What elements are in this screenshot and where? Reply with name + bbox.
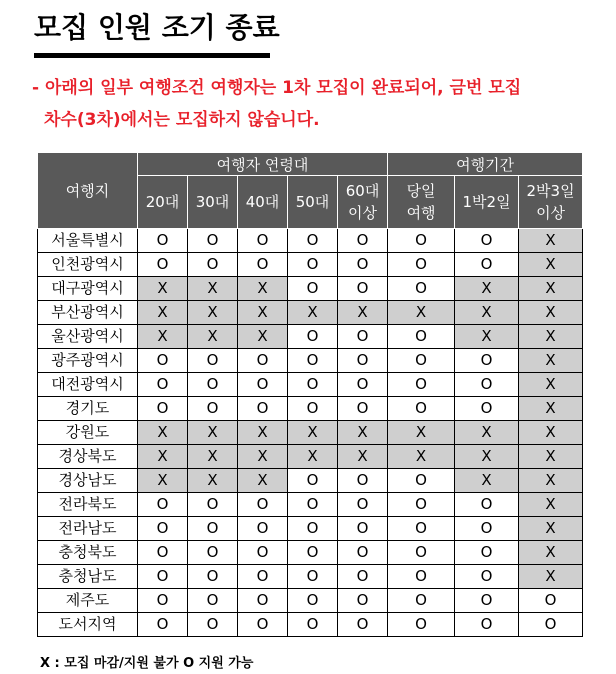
closed-cell: X — [519, 469, 583, 493]
region-cell: 부산광역시 — [38, 301, 138, 325]
closed-cell: X — [338, 421, 388, 445]
open-cell: O — [338, 541, 388, 565]
table-row — [38, 349, 583, 373]
open-cell: O — [238, 373, 288, 397]
closed-cell: X — [519, 325, 583, 349]
open-cell: O — [188, 349, 238, 373]
open-cell: O — [288, 565, 338, 589]
open-cell: O — [188, 493, 238, 517]
closed-cell: X — [138, 421, 188, 445]
open-cell: O — [388, 469, 455, 493]
closed-cell: X — [138, 325, 188, 349]
open-cell: O — [455, 397, 519, 421]
open-cell: O — [138, 229, 188, 253]
table-row — [38, 397, 583, 421]
column-header: 50대 — [288, 176, 338, 229]
open-cell: O — [338, 397, 388, 421]
table-row — [38, 325, 583, 349]
region-header: 여행지 — [38, 153, 138, 229]
table-row — [38, 277, 583, 301]
open-cell: O — [388, 613, 455, 637]
open-cell: O — [388, 373, 455, 397]
open-cell: O — [138, 253, 188, 277]
open-cell: O — [388, 397, 455, 421]
region-cell: 충청남도 — [38, 565, 138, 589]
closed-cell: X — [388, 445, 455, 469]
column-header: 40대 — [238, 176, 288, 229]
open-cell: O — [455, 613, 519, 637]
column-header: 1박2일 — [455, 176, 519, 229]
open-cell: O — [288, 517, 338, 541]
table-row — [38, 445, 583, 469]
open-cell: O — [338, 565, 388, 589]
age-group-header: 여행자 연령대 — [138, 153, 388, 176]
closed-cell: X — [455, 469, 519, 493]
closed-cell: X — [388, 421, 455, 445]
open-cell: O — [138, 613, 188, 637]
open-cell: O — [138, 349, 188, 373]
open-cell: O — [455, 541, 519, 565]
open-cell: O — [188, 517, 238, 541]
open-cell: O — [238, 493, 288, 517]
closure-notice — [32, 72, 612, 136]
region-cell: 전라남도 — [38, 517, 138, 541]
open-cell: O — [388, 517, 455, 541]
open-cell: O — [455, 493, 519, 517]
open-cell: O — [388, 277, 455, 301]
open-cell: O — [338, 589, 388, 613]
table-row — [38, 565, 583, 589]
table-row — [38, 613, 583, 637]
table-row — [38, 541, 583, 565]
closed-cell: X — [519, 373, 583, 397]
closed-cell: X — [188, 421, 238, 445]
region-cell: 경기도 — [38, 397, 138, 421]
open-cell: O — [238, 565, 288, 589]
closed-cell: X — [288, 301, 338, 325]
closed-cell: X — [455, 277, 519, 301]
open-cell: O — [238, 541, 288, 565]
open-cell: O — [188, 397, 238, 421]
column-header: 20대 — [138, 176, 188, 229]
open-cell: O — [288, 397, 338, 421]
open-cell: O — [388, 493, 455, 517]
closed-cell: X — [188, 277, 238, 301]
region-cell: 경상북도 — [38, 445, 138, 469]
open-cell: O — [238, 397, 288, 421]
title-underline — [34, 53, 270, 58]
table-row — [38, 589, 583, 613]
open-cell: O — [455, 253, 519, 277]
table-row — [38, 301, 583, 325]
closed-cell: X — [519, 253, 583, 277]
closed-cell: X — [138, 445, 188, 469]
open-cell: O — [288, 469, 338, 493]
open-cell: O — [188, 253, 238, 277]
open-cell: O — [455, 589, 519, 613]
open-cell: O — [288, 493, 338, 517]
recruitment-table — [37, 152, 583, 637]
closed-cell: X — [238, 469, 288, 493]
closed-cell: X — [519, 349, 583, 373]
closed-cell: X — [238, 301, 288, 325]
table-row — [38, 469, 583, 493]
closed-cell: X — [138, 469, 188, 493]
open-cell: O — [138, 589, 188, 613]
open-cell: O — [338, 253, 388, 277]
page-title: 모집 인원 조기 종료 — [34, 11, 280, 44]
table-row — [38, 373, 583, 397]
open-cell: O — [455, 373, 519, 397]
column-header: 30대 — [188, 176, 238, 229]
table-row — [38, 493, 583, 517]
open-cell: O — [288, 253, 338, 277]
open-cell: O — [288, 349, 338, 373]
closed-cell: X — [455, 325, 519, 349]
notice-line-1: - 아래의 일부 여행조건 여행자는 1차 모집이 완료되어, 금번 모집 — [32, 78, 522, 98]
closed-cell: X — [288, 421, 338, 445]
open-cell: O — [288, 613, 338, 637]
column-header: 60대 이상 — [338, 176, 388, 229]
closed-cell: X — [238, 277, 288, 301]
region-cell: 경상남도 — [38, 469, 138, 493]
closed-cell: X — [455, 301, 519, 325]
closed-cell: X — [288, 445, 338, 469]
open-cell: O — [338, 277, 388, 301]
closed-cell: X — [519, 301, 583, 325]
open-cell: O — [238, 229, 288, 253]
open-cell: O — [388, 253, 455, 277]
region-cell: 울산광역시 — [38, 325, 138, 349]
table-row — [38, 229, 583, 253]
closed-cell: X — [455, 445, 519, 469]
region-cell: 충청북도 — [38, 541, 138, 565]
open-cell: O — [338, 517, 388, 541]
closed-cell: X — [138, 301, 188, 325]
open-cell: O — [388, 349, 455, 373]
region-cell: 전라북도 — [38, 493, 138, 517]
open-cell: O — [188, 565, 238, 589]
open-cell: O — [388, 229, 455, 253]
closed-cell: X — [338, 301, 388, 325]
open-cell: O — [288, 541, 338, 565]
closed-cell: X — [519, 445, 583, 469]
region-cell: 광주광역시 — [38, 349, 138, 373]
open-cell: O — [238, 613, 288, 637]
closed-cell: X — [188, 469, 238, 493]
open-cell: O — [138, 517, 188, 541]
open-cell: O — [455, 229, 519, 253]
region-cell: 인천광역시 — [38, 253, 138, 277]
closed-cell: X — [238, 421, 288, 445]
closed-cell: X — [388, 301, 455, 325]
open-cell: O — [138, 493, 188, 517]
closed-cell: X — [519, 421, 583, 445]
open-cell: O — [388, 541, 455, 565]
open-cell: O — [188, 589, 238, 613]
table-row — [38, 421, 583, 445]
open-cell: O — [338, 325, 388, 349]
open-cell: O — [519, 589, 583, 613]
open-cell: O — [455, 349, 519, 373]
open-cell: O — [388, 325, 455, 349]
closed-cell: X — [188, 325, 238, 349]
region-cell: 서울특별시 — [38, 229, 138, 253]
closed-cell: X — [455, 421, 519, 445]
closed-cell: X — [519, 565, 583, 589]
closed-cell: X — [519, 517, 583, 541]
open-cell: O — [138, 541, 188, 565]
open-cell: O — [288, 325, 338, 349]
closed-cell: X — [238, 445, 288, 469]
open-cell: O — [238, 589, 288, 613]
table-row — [38, 253, 583, 277]
open-cell: O — [455, 565, 519, 589]
column-header: 당일 여행 — [388, 176, 455, 229]
open-cell: O — [138, 565, 188, 589]
open-cell: O — [338, 229, 388, 253]
open-cell: O — [388, 589, 455, 613]
region-cell: 제주도 — [38, 589, 138, 613]
open-cell: O — [188, 613, 238, 637]
closed-cell: X — [519, 493, 583, 517]
open-cell: O — [519, 613, 583, 637]
notice-line-2: 차수(3차)에서는 모집하지 않습니다. — [44, 110, 320, 130]
open-cell: O — [188, 229, 238, 253]
region-cell: 대전광역시 — [38, 373, 138, 397]
open-cell: O — [188, 373, 238, 397]
closed-cell: X — [338, 445, 388, 469]
open-cell: O — [238, 349, 288, 373]
closed-cell: X — [188, 301, 238, 325]
period-group-header: 여행기간 — [388, 153, 583, 176]
closed-cell: X — [519, 229, 583, 253]
open-cell: O — [338, 613, 388, 637]
open-cell: O — [138, 397, 188, 421]
open-cell: O — [288, 589, 338, 613]
closed-cell: X — [138, 277, 188, 301]
open-cell: O — [338, 493, 388, 517]
legend-note: X : 모집 마감/지원 불가 O 지원 가능 — [40, 656, 254, 671]
open-cell: O — [238, 517, 288, 541]
closed-cell: X — [238, 325, 288, 349]
closed-cell: X — [519, 397, 583, 421]
open-cell: O — [338, 349, 388, 373]
closed-cell: X — [519, 277, 583, 301]
open-cell: O — [288, 229, 338, 253]
open-cell: O — [338, 469, 388, 493]
open-cell: O — [188, 541, 238, 565]
open-cell: O — [288, 373, 338, 397]
open-cell: O — [138, 373, 188, 397]
region-cell: 도서지역 — [38, 613, 138, 637]
closed-cell: X — [519, 541, 583, 565]
column-header: 2박3일 이상 — [519, 176, 583, 229]
open-cell: O — [238, 253, 288, 277]
open-cell: O — [388, 565, 455, 589]
closed-cell: X — [188, 445, 238, 469]
open-cell: O — [338, 373, 388, 397]
region-cell: 대구광역시 — [38, 277, 138, 301]
table-row — [38, 517, 583, 541]
open-cell: O — [455, 517, 519, 541]
open-cell: O — [288, 277, 338, 301]
region-cell: 강원도 — [38, 421, 138, 445]
